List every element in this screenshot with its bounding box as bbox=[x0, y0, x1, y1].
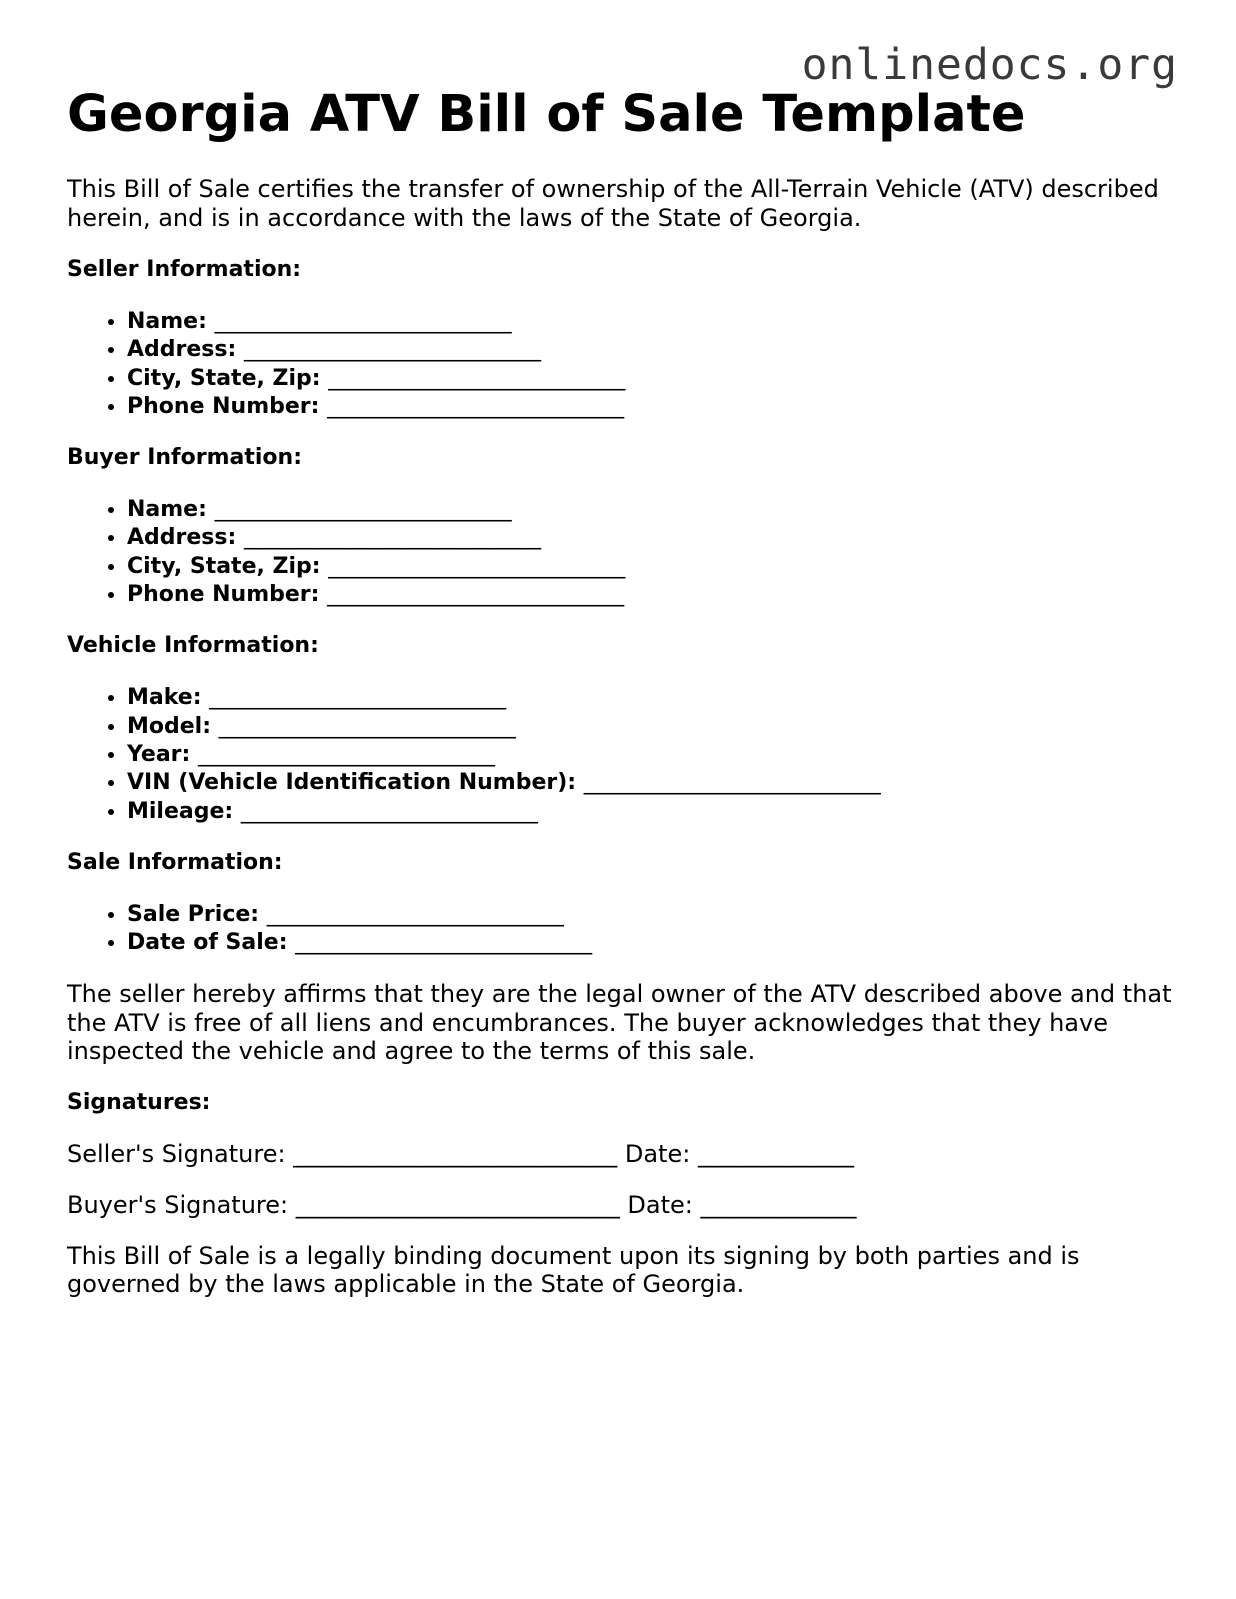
vehicle-field-list bbox=[67, 684, 1177, 825]
field-label: Make: bbox=[127, 685, 202, 711]
buyer-phone-field bbox=[127, 581, 1177, 609]
field-label: City, State, Zip: bbox=[127, 553, 321, 579]
seller-date-label: Date: bbox=[624, 1139, 691, 1168]
blank-line[interactable]: ___________________________ bbox=[214, 497, 512, 523]
buyer-heading: Buyer Information: bbox=[67, 445, 302, 471]
field-label: Phone Number: bbox=[127, 393, 320, 419]
seller-signature-blank[interactable]: ___________________________ bbox=[293, 1139, 618, 1168]
affirmation-paragraph: The seller hereby affirms that they are the legal owner of the ATV described above and that the ATV is free of all liens and encumbrances. The buyer acknowledges that they have inspected the vehicle and agree to the terms of this sale. bbox=[67, 980, 1172, 1066]
buyer-date-label: Date: bbox=[627, 1190, 693, 1219]
sale-date-field bbox=[127, 929, 1177, 957]
watermark: onlinedocs.org bbox=[801, 40, 1178, 90]
field-label: Model: bbox=[127, 713, 212, 739]
blank-line[interactable]: ___________________________ bbox=[214, 309, 512, 334]
vehicle-vin-field bbox=[127, 769, 1177, 797]
document-body bbox=[67, 84, 1177, 1299]
seller-phone-field bbox=[127, 393, 1177, 421]
buyer-signature-blank[interactable]: ___________________________ bbox=[295, 1190, 620, 1219]
vehicle-year-field bbox=[127, 741, 1177, 769]
blank-line[interactable]: ___________________________ bbox=[295, 930, 593, 956]
blank-line[interactable]: ___________________________ bbox=[209, 685, 507, 711]
page-title: Georgia ATV Bill of Sale Template bbox=[67, 85, 1026, 144]
seller-name-field bbox=[127, 308, 1177, 336]
buyer-address-field bbox=[127, 524, 1177, 552]
vehicle-heading: Vehicle Information: bbox=[67, 633, 319, 659]
seller-city-state-zip-field bbox=[127, 365, 1177, 393]
blank-line[interactable]: ___________________________ bbox=[218, 713, 516, 739]
buyer-field-list bbox=[67, 496, 1177, 609]
field-label: Sale Price: bbox=[127, 901, 260, 927]
seller-signature-label: Seller's Signature: bbox=[67, 1139, 286, 1168]
seller-signature-line bbox=[67, 1140, 1177, 1168]
buyer-signature-line bbox=[67, 1191, 1177, 1219]
blank-line[interactable]: ___________________________ bbox=[266, 901, 564, 927]
blank-line[interactable]: ___________________________ bbox=[328, 553, 626, 579]
seller-field-list bbox=[67, 308, 1177, 421]
closing-paragraph: This Bill of Sale is a legally binding document upon its signing by both parties and is governed by the laws applicable in the State of Georgia. bbox=[67, 1241, 1080, 1299]
intro-paragraph: This Bill of Sale certifies the transfer of ownership of the All-Terrain Vehicle (ATV) described herein, and is in accordance with the laws of the State of Georgia. bbox=[67, 175, 1159, 232]
field-label: Year: bbox=[127, 741, 191, 767]
blank-line[interactable]: ___________________________ bbox=[327, 393, 625, 419]
seller-address-field bbox=[127, 336, 1177, 364]
sale-field-list bbox=[67, 901, 1177, 958]
field-label: VIN (Vehicle Identification Number): bbox=[127, 770, 577, 796]
buyer-date-blank[interactable]: _____________ bbox=[700, 1190, 857, 1219]
blank-line[interactable]: ___________________________ bbox=[583, 770, 881, 796]
field-label: Address: bbox=[127, 525, 237, 551]
field-label: Phone Number: bbox=[127, 582, 320, 608]
seller-heading: Seller Information: bbox=[67, 257, 302, 282]
buyer-name-field bbox=[127, 496, 1177, 524]
blank-line[interactable]: ___________________________ bbox=[243, 337, 541, 363]
field-label: Mileage: bbox=[127, 798, 234, 824]
blank-line[interactable]: ___________________________ bbox=[243, 525, 541, 551]
blank-line[interactable]: ___________________________ bbox=[328, 365, 626, 391]
blank-line[interactable]: ___________________________ bbox=[240, 798, 538, 824]
buyer-signature-label: Buyer's Signature: bbox=[67, 1190, 289, 1219]
signatures-heading: Signatures: bbox=[67, 1089, 211, 1115]
vehicle-model-field bbox=[127, 713, 1177, 741]
sale-price-field bbox=[127, 901, 1177, 929]
blank-line[interactable]: ___________________________ bbox=[198, 741, 495, 767]
vehicle-mileage-field bbox=[127, 798, 1177, 826]
vehicle-make-field bbox=[127, 684, 1177, 712]
seller-date-blank[interactable]: _____________ bbox=[697, 1139, 854, 1168]
field-label: Address: bbox=[127, 337, 237, 363]
field-label: Name: bbox=[127, 309, 207, 334]
blank-line[interactable]: ___________________________ bbox=[327, 582, 625, 608]
sale-heading: Sale Information: bbox=[67, 849, 283, 875]
buyer-city-state-zip-field bbox=[127, 553, 1177, 581]
field-label: Date of Sale: bbox=[127, 930, 288, 956]
field-label: City, State, Zip: bbox=[127, 365, 321, 391]
field-label: Name: bbox=[127, 497, 207, 523]
